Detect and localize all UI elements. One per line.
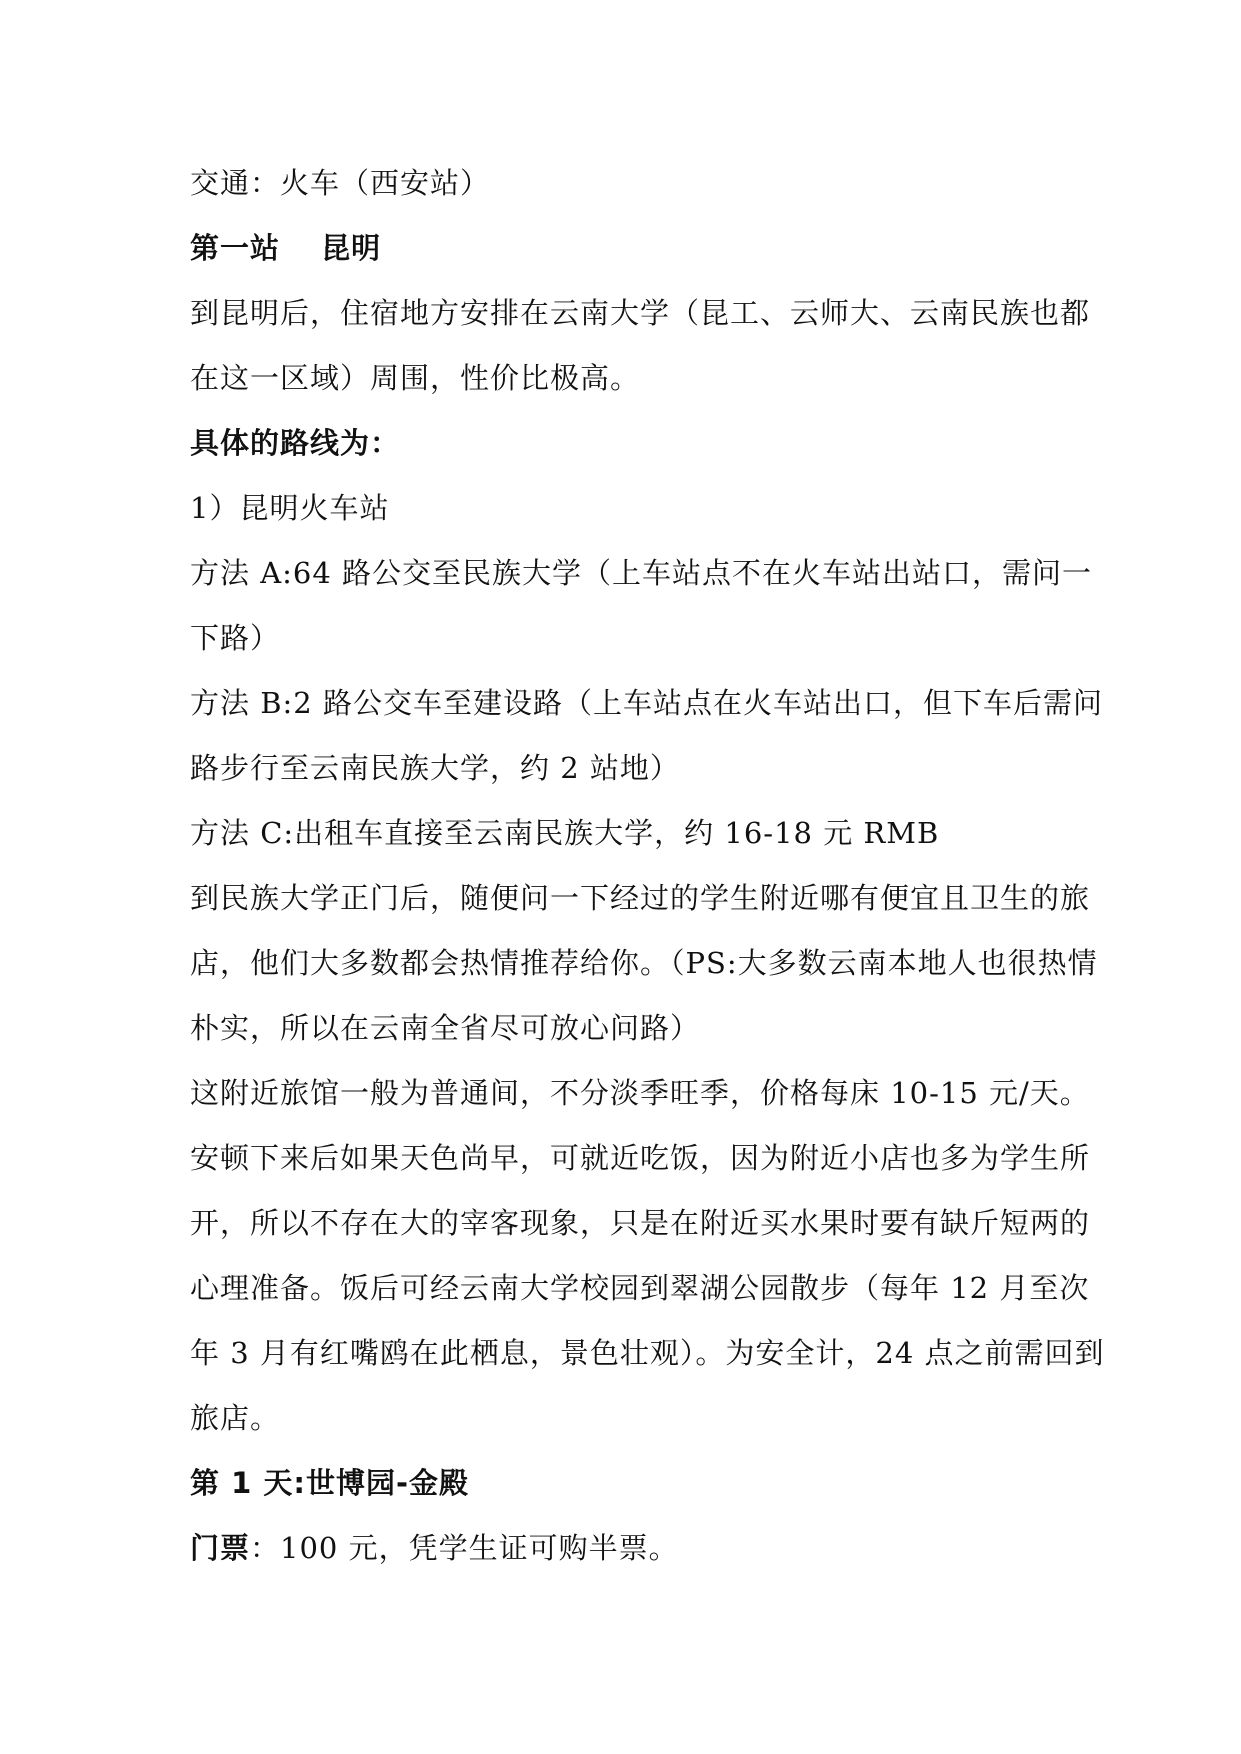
- ticket-label: 门票: [190, 1531, 251, 1565]
- paragraph-line: 店，他们大多数都会热情推荐给你。（PS:大多数云南本地人也很热情: [190, 946, 1098, 980]
- method-b-line: 方法 B:2 路公交车至建设路（上车站点在火车站出口，但下车后需问: [190, 686, 1103, 720]
- method-a-line: 方法 A:64 路公交至民族大学（上车站点不在火车站出站口，需问一: [190, 556, 1093, 590]
- method-c-line: 方法 C:出租车直接至云南民族大学，约 16-18 元 RMB: [190, 816, 940, 850]
- paragraph-line: 心理准备。饭后可经云南大学校园到翠湖公园散步（每年 12 月至次: [190, 1271, 1090, 1305]
- document-body: [190, 158, 1105, 1588]
- route-item: 1）昆明火车站: [190, 491, 390, 525]
- paragraph-line: 朴实，所以在云南全省尽可放心问路）: [190, 1011, 701, 1045]
- ticket-text: ：100 元，凭学生证可购半票。: [250, 1531, 679, 1565]
- day1-heading: 第 1 天:世博园-金殿: [190, 1466, 470, 1500]
- paragraph-line: 在这一区域）周围，性价比极高。: [190, 361, 641, 395]
- traffic-line: 交通：火车（西安站）: [190, 166, 491, 200]
- paragraph-line: 开，所以不存在大的宰客现象，只是在附近买水果时要有缺斤短两的: [190, 1206, 1091, 1240]
- route-heading: 具体的路线为：: [190, 426, 401, 460]
- paragraph-line: 这附近旅馆一般为普通间，不分淡季旺季，价格每床 10-15 元/天。: [190, 1076, 1090, 1110]
- paragraph-line: 到民族大学正门后，随便问一下经过的学生附近哪有便宜且卫生的旅: [190, 881, 1091, 915]
- method-b-line: 路步行至云南民族大学，约 2 站地）: [190, 751, 680, 785]
- method-a-line: 下路）: [190, 621, 281, 655]
- paragraph-line: 旅店。: [190, 1401, 281, 1435]
- station-heading: 第一站 昆明: [190, 231, 382, 265]
- paragraph-line: 到昆明后，住宿地方安排在云南大学（昆工、云师大、云南民族也都: [190, 296, 1091, 330]
- paragraph-line: 安顿下来后如果天色尚早，可就近吃饭，因为附近小店也多为学生所: [190, 1141, 1091, 1175]
- ticket-line: [190, 1523, 1060, 1588]
- paragraph-line: 年 3 月有红嘴鸥在此栖息，景色壮观）。为安全计，24 点之前需回到: [190, 1336, 1105, 1370]
